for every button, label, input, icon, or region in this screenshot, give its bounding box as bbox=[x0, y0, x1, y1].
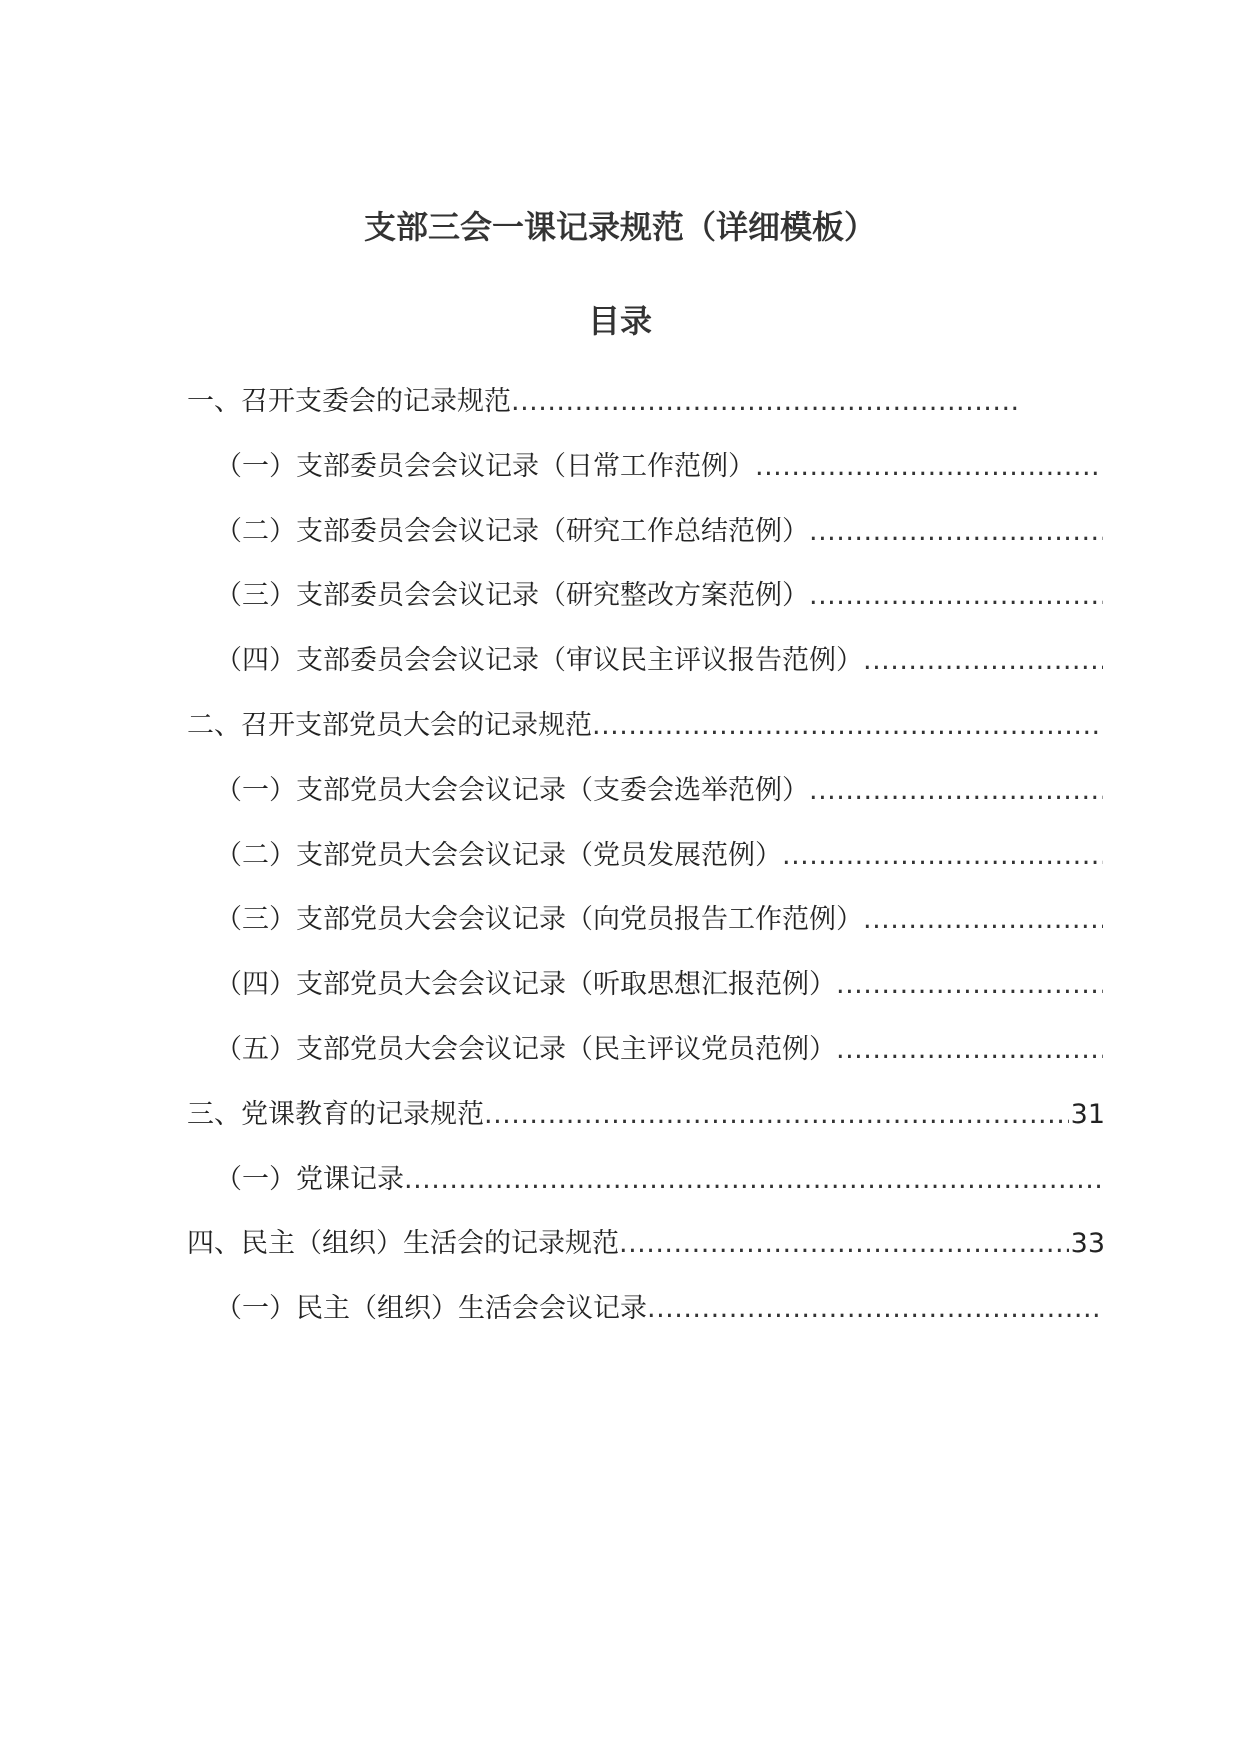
toc-entry-label: 三、党课教育的记录规范 bbox=[187, 1098, 484, 1130]
toc-dot-leader bbox=[404, 1160, 1103, 1200]
toc-entry-label: （四）支部党员大会会议记录（听取思想汇报范例） bbox=[215, 969, 836, 1001]
toc-page-number: 33 bbox=[1070, 1228, 1105, 1260]
toc-dot-leader bbox=[863, 641, 1103, 681]
toc-entry-label: （一）支部党员大会会议记录（支委会选举范例） bbox=[215, 774, 809, 806]
toc-page-number: 31 bbox=[1070, 1098, 1105, 1130]
toc-entry[interactable] bbox=[187, 771, 1105, 836]
toc-dot-leader bbox=[619, 1224, 1069, 1264]
toc-entry-label: （一）党课记录 bbox=[215, 1163, 404, 1195]
toc-dot-leader bbox=[592, 706, 1103, 746]
toc-entry-label: （三）支部委员会会议记录（研究整改方案范例） bbox=[215, 580, 809, 612]
toc-dot-leader bbox=[809, 576, 1103, 616]
toc-entry-label: （二）支部党员大会会议记录（党员发展范例） bbox=[215, 839, 782, 871]
document-title: 支部三会一课记录规范（详细模板） bbox=[363, 208, 876, 246]
toc-dot-leader bbox=[782, 836, 1103, 876]
toc-entry[interactable] bbox=[187, 965, 1105, 1030]
toc-entry[interactable] bbox=[187, 1030, 1105, 1095]
toc-entry[interactable] bbox=[187, 836, 1105, 901]
toc-entry-label: 四、民主（组织）生活会的记录规范 bbox=[187, 1228, 619, 1260]
toc-entry[interactable] bbox=[187, 1289, 1105, 1354]
toc-entry[interactable] bbox=[187, 1160, 1105, 1225]
toc-entry[interactable] bbox=[187, 512, 1105, 577]
toc-entry-label: 二、召开支部党员大会的记录规范 bbox=[187, 709, 592, 741]
toc-dot-leader bbox=[755, 447, 1103, 487]
toc-entry-label: （五）支部党员大会会议记录（民主评议党员范例） bbox=[215, 1033, 836, 1065]
toc-entry-label: （三）支部党员大会会议记录（向党员报告工作范例） bbox=[215, 904, 863, 936]
toc-dot-leader bbox=[511, 382, 1021, 422]
toc-entry-label: （二）支部委员会会议记录（研究工作总结范例） bbox=[215, 515, 809, 547]
toc-entry[interactable] bbox=[187, 382, 1105, 447]
toc-entry-label: （一）民主（组织）生活会会议记录 bbox=[215, 1293, 647, 1325]
toc-entry[interactable] bbox=[187, 1224, 1105, 1289]
toc-entry[interactable] bbox=[187, 641, 1105, 706]
toc-entry[interactable] bbox=[187, 576, 1105, 641]
toc-entry[interactable] bbox=[187, 1095, 1105, 1160]
toc-dot-leader bbox=[809, 512, 1103, 552]
toc-entry[interactable] bbox=[187, 447, 1105, 512]
toc-entry[interactable] bbox=[187, 900, 1105, 965]
toc-dot-leader bbox=[836, 965, 1103, 1005]
toc-dot-leader bbox=[863, 900, 1103, 940]
toc-dot-leader bbox=[809, 771, 1103, 811]
toc-entry[interactable] bbox=[187, 706, 1105, 771]
toc-dot-leader bbox=[836, 1030, 1103, 1070]
toc-heading: 目录 bbox=[587, 302, 652, 340]
toc-entry-label: （四）支部委员会会议记录（审议民主评议报告范例） bbox=[215, 645, 863, 677]
table-of-contents bbox=[187, 382, 1105, 1354]
toc-entry-label: （一）支部委员会会议记录（日常工作范例） bbox=[215, 450, 755, 482]
toc-entry-label: 一、召开支委会的记录规范 bbox=[187, 386, 511, 417]
toc-dot-leader bbox=[647, 1289, 1103, 1329]
toc-dot-leader bbox=[484, 1095, 1069, 1135]
